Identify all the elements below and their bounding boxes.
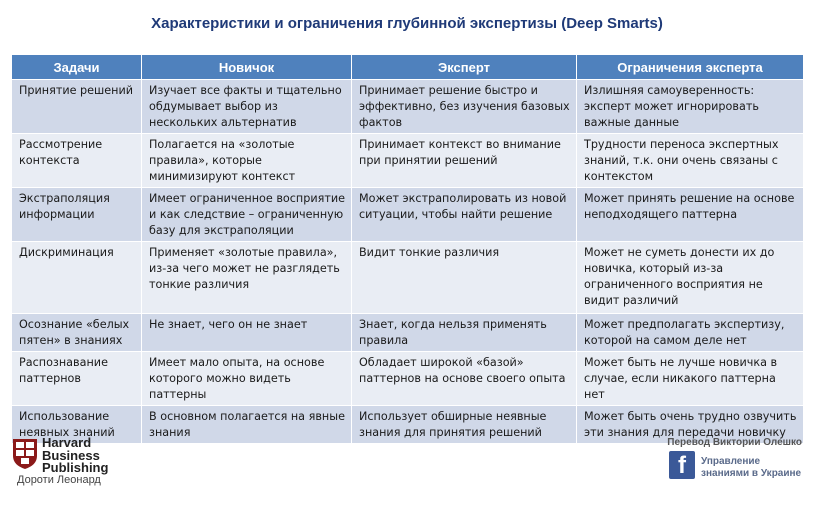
table-cell: Принимает решение быстро и эффективно, без изучения базовых фактов: [352, 80, 577, 134]
table-cell: Осознание «белых пятен» в знаниях: [12, 314, 142, 352]
table-cell: Имеет мало опыта, на основе которого можно видеть паттерны: [142, 352, 352, 406]
table-cell: Использует обширные неявные знания для принятия решений: [352, 406, 577, 444]
table-cell: Может предполагать экспертизу, которой на самом деле нет: [577, 314, 804, 352]
table-row: [12, 314, 804, 352]
table-cell: Дискриминация: [12, 242, 142, 314]
table-cell: Излишняя самоуверенность: эксперт может игнорировать важные данные: [577, 80, 804, 134]
column-header-expert: Эксперт: [352, 55, 577, 80]
caption-line: Управление: [701, 456, 761, 467]
table-cell: Видит тонкие различия: [352, 242, 577, 314]
table-cell: В основном полагается на явные знания: [142, 406, 352, 444]
logo-line: Publishing: [42, 460, 109, 475]
table-row: [12, 352, 804, 406]
table-cell: Не знает, чего он не знает: [142, 314, 352, 352]
logo-line: Business: [42, 447, 100, 463]
table-cell: Может экстраполировать из новой ситуации, чтобы найти решение: [352, 188, 577, 242]
table-cell: Может быть не лучше новичка в случае, если никакого паттерна нет: [577, 352, 804, 406]
table-cell: Может принять решение на основе неподходящего паттерна: [577, 188, 804, 242]
table-cell: Рассмотрение контекста: [12, 134, 142, 188]
page-title: Характеристики и ограничения глубинной экспертизы (Deep Smarts): [151, 15, 663, 32]
logo-text: [42, 437, 108, 475]
table-cell: Изучает все факты и тщательно обдумывает выбор из нескольких альтернатив: [142, 80, 352, 134]
logo-line: Harvard: [42, 435, 92, 450]
facebook-group-caption[interactable]: [701, 456, 801, 480]
table-cell: Принятие решений: [12, 80, 142, 134]
table-cell: Обладает широкой «базой» паттернов на основе своего опыта: [352, 352, 577, 406]
facebook-icon[interactable]: f: [669, 451, 695, 479]
harvard-business-publishing-logo: [12, 435, 132, 498]
table-cell: Применяет «золотые правила», из-за чего может не разглядеть тонкие различия: [142, 242, 352, 314]
table-cell: Может не суметь донести их до новичка, который из-за ограниченного восприятия не видит различий: [577, 242, 804, 314]
table-cell: Трудности переноса экспертных знаний, т.к. они очень связаны с контекстом: [577, 134, 804, 188]
table-cell: Имеет ограниченное восприятие и как следствие – ограниченную базу для экстраполяции: [142, 188, 352, 242]
column-header-expert-limits: Ограничения эксперта: [577, 55, 804, 80]
table-row: [12, 188, 804, 242]
column-header-novice: Новичок: [142, 55, 352, 80]
table-row: [12, 134, 804, 188]
translator-credit: Перевод Виктории Олешко: [667, 437, 802, 448]
table-row: [12, 242, 804, 314]
table-cell: Использование неявных знаний: [12, 406, 142, 444]
author-name: Дороти Леонард: [17, 474, 101, 486]
table-cell: Распознавание паттернов: [12, 352, 142, 406]
table-cell: Экстраполяция информации: [12, 188, 142, 242]
table-cell: Знает, когда нельзя применять правила: [352, 314, 577, 352]
column-header-tasks: Задачи: [12, 55, 142, 80]
table-header-row: [12, 55, 804, 80]
table-row: [12, 80, 804, 134]
table-cell: Полагается на «золотые правила», которые минимизируют контекст: [142, 134, 352, 188]
deep-smarts-table: [11, 54, 804, 444]
shield-icon: [12, 438, 38, 470]
table-cell: Может быть очень трудно озвучить эти знания для передачи новичку: [577, 406, 804, 444]
table-cell: Принимает контекст во внимание при принятии решений: [352, 134, 577, 188]
caption-line: знаниями в Украине: [701, 468, 802, 479]
